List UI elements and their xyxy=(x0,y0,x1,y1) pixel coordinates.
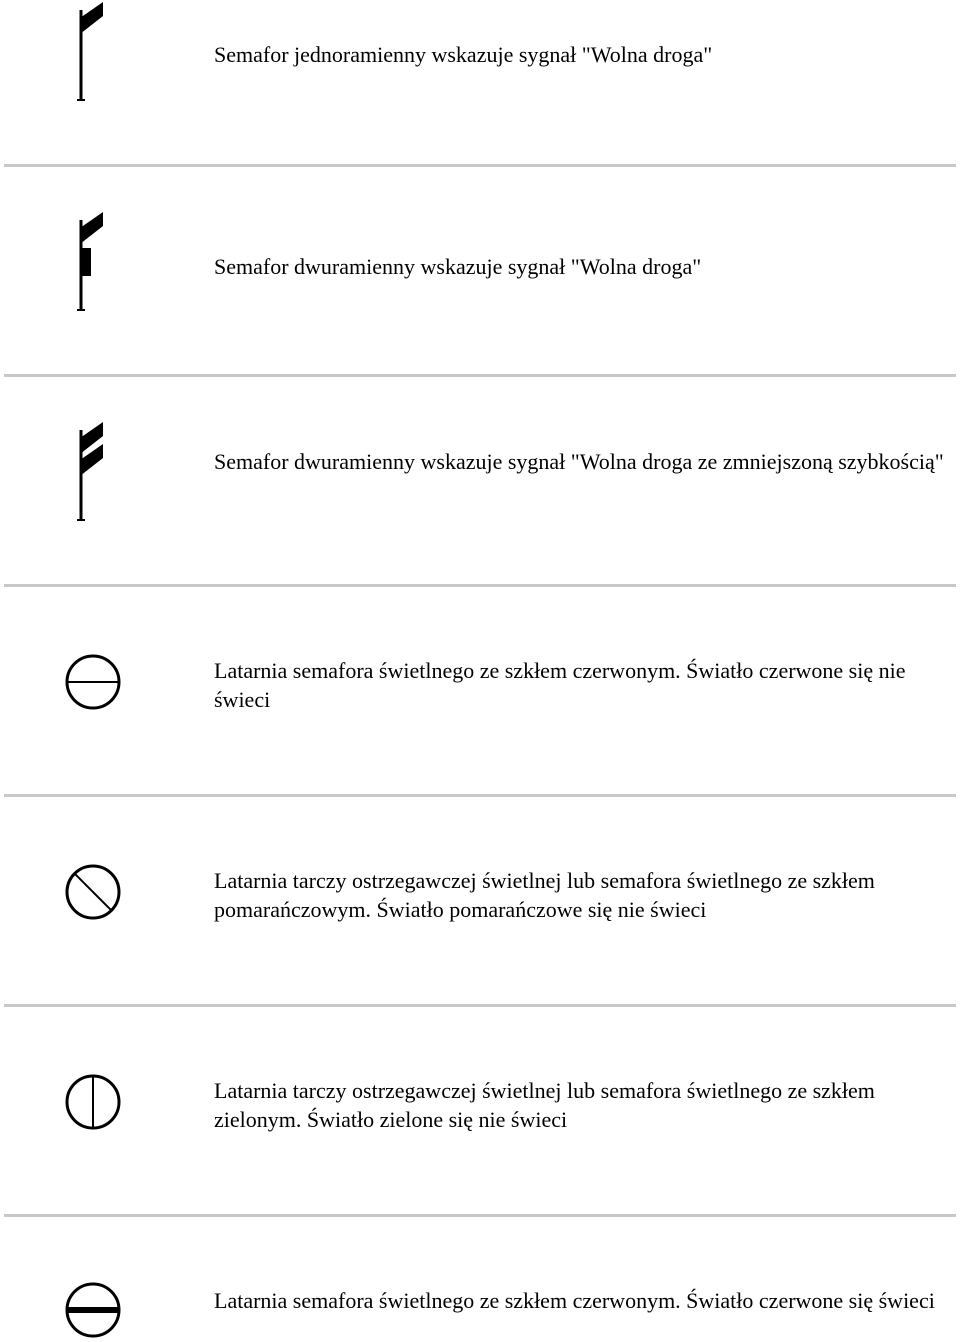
row-1-description: Semafor jednoramienny wskazuje sygnał "Wolna droga" xyxy=(214,42,713,67)
separator xyxy=(4,1004,956,1007)
row-7-description: Latarnia semafora świetlnego ze szkłem czerwonym. Światło czerwone się świeci xyxy=(214,1288,935,1313)
double-arm-semaphore-reduced-speed-icon xyxy=(55,420,135,525)
lamp-orange-glass-off-icon xyxy=(55,860,135,925)
row-2-description: Semafor dwuramienny wskazuje sygnał "Wolna droga" xyxy=(214,254,702,279)
row-4-description: Latarnia semafora świetlnego ze szkłem czerwonym. Światło czerwone się nie świeci xyxy=(214,658,906,712)
row-3-description: Semafor dwuramienny wskazuje sygnał "Wolna droga ze zmniejszoną szybkością" xyxy=(214,449,944,474)
row-5-description: Latarnia tarczy ostrzegawczej świetlnej lub semafora świetlnego ze szkłem pomarańczowym. Światło pomarańczowe się nie świeci xyxy=(214,868,875,922)
separator xyxy=(4,1214,956,1217)
separator xyxy=(4,584,956,587)
single-arm-semaphore-clear-icon xyxy=(55,0,135,105)
row-6-description: Latarnia tarczy ostrzegawczej świetlnej lub semafora świetlnego ze szkłem zielonym. Światło zielone się nie świeci xyxy=(214,1078,875,1132)
separator xyxy=(4,794,956,797)
separator xyxy=(4,374,956,377)
lamp-red-glass-off-icon xyxy=(55,650,135,715)
double-arm-semaphore-clear-icon xyxy=(55,210,135,315)
lamp-green-glass-off-icon xyxy=(55,1070,135,1135)
lamp-red-glass-on-icon xyxy=(55,1278,135,1342)
separator xyxy=(4,164,956,167)
